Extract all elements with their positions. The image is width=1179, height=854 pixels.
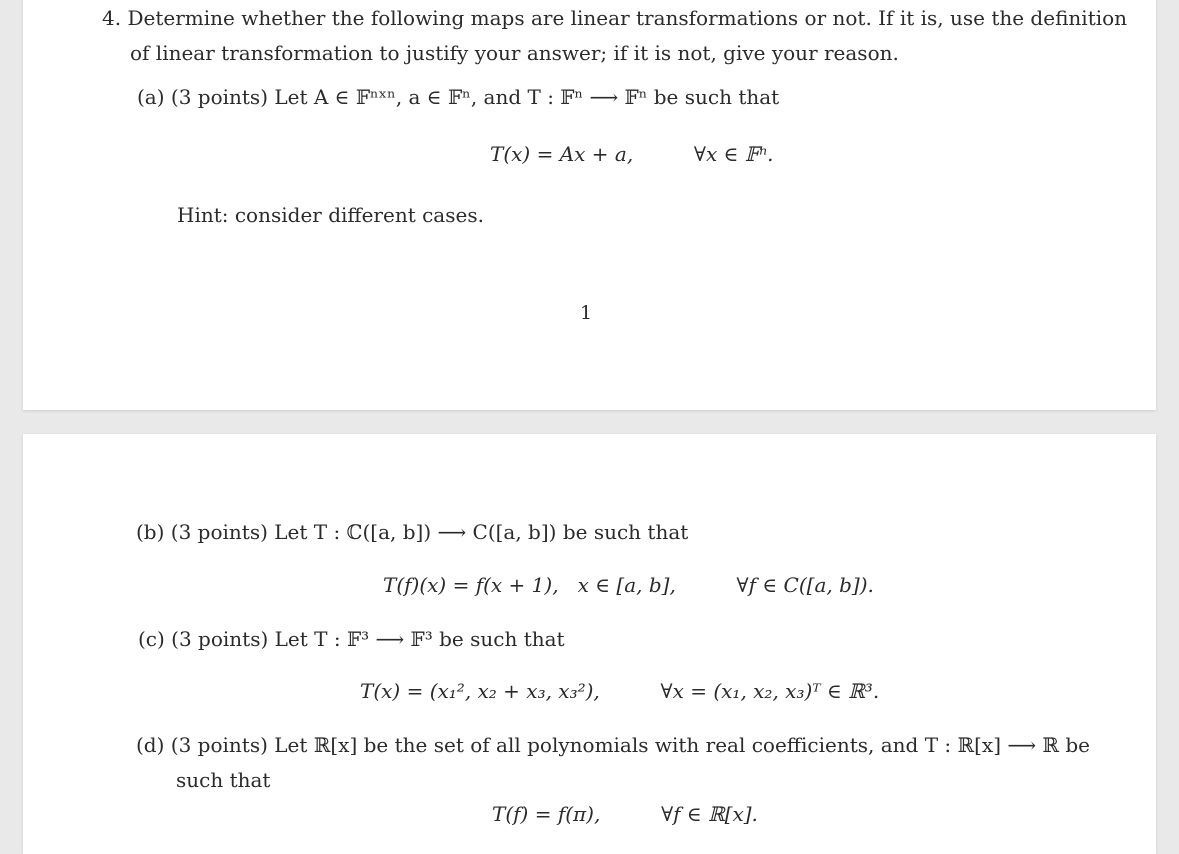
part-d-formula: T(f) = f(π),: [492, 802, 601, 826]
part-a-quantifier: ∀x ∈ 𝔽ⁿ.: [693, 142, 774, 166]
part-c-text: Let T : 𝔽³ ⟶ 𝔽³ be such that: [274, 627, 565, 651]
problem-intro-line-2: of linear transformation to justify your answer; if it is not, give your reason.: [130, 41, 899, 65]
part-c-formula: T(x) = (x₁², x₂ + x₃, x₃²),: [360, 679, 600, 703]
part-d-statement-line-1: [136, 732, 1090, 758]
part-d-text-line-2: such that: [176, 768, 271, 792]
part-c-statement: [138, 626, 565, 652]
problem-intro-line-1: Determine whether the following maps are linear transformations or not. If it is, use the definition: [127, 6, 1128, 30]
part-c-points: (3 points): [171, 627, 269, 651]
part-b-equation: [383, 572, 874, 598]
part-c-equation: [360, 678, 879, 704]
part-d-points: (3 points): [170, 733, 268, 757]
part-a-points: (3 points): [170, 85, 268, 109]
part-a-statement: [137, 84, 779, 110]
part-c-quantifier: ∀x = (x₁, x₂, x₃)ᵀ ∈ ℝ³.: [660, 679, 880, 703]
page-number: 1: [580, 302, 593, 324]
document-page-2: [23, 434, 1156, 854]
document-page-1: [23, 0, 1156, 410]
part-a-equation: [490, 141, 773, 167]
part-a-formula: T(x) = Ax + a,: [490, 142, 634, 166]
part-d-equation: [492, 801, 758, 827]
part-a-text: Let A ∈ 𝔽ⁿˣⁿ, a ∈ 𝔽ⁿ, and T : 𝔽ⁿ ⟶ 𝔽ⁿ be such that: [274, 85, 780, 109]
part-d-label: (d): [136, 733, 165, 757]
part-b-formula: T(f)(x) = f(x + 1), x ∈ [a, b],: [383, 573, 676, 597]
part-b-quantifier: ∀f ∈ C([a, b]).: [736, 573, 874, 597]
part-b-text: Let T : ℂ([a, b]) ⟶ C([a, b]) be such that: [274, 520, 689, 544]
problem-number: 4.: [102, 6, 122, 30]
problem-statement-line-1: [102, 5, 1127, 31]
part-b-statement: [136, 519, 688, 545]
part-b-label: (b): [136, 520, 165, 544]
part-a-hint: Hint: consider different cases.: [177, 203, 484, 227]
part-c-label: (c): [138, 627, 165, 651]
part-d-quantifier: ∀f ∈ ℝ[x].: [661, 802, 758, 826]
part-b-points: (3 points): [170, 520, 268, 544]
part-a-label: (a): [137, 85, 165, 109]
part-d-text-line-1: Let ℝ[x] be the set of all polynomials with real coefficients, and T : ℝ[x] ⟶ ℝ be: [274, 733, 1091, 757]
